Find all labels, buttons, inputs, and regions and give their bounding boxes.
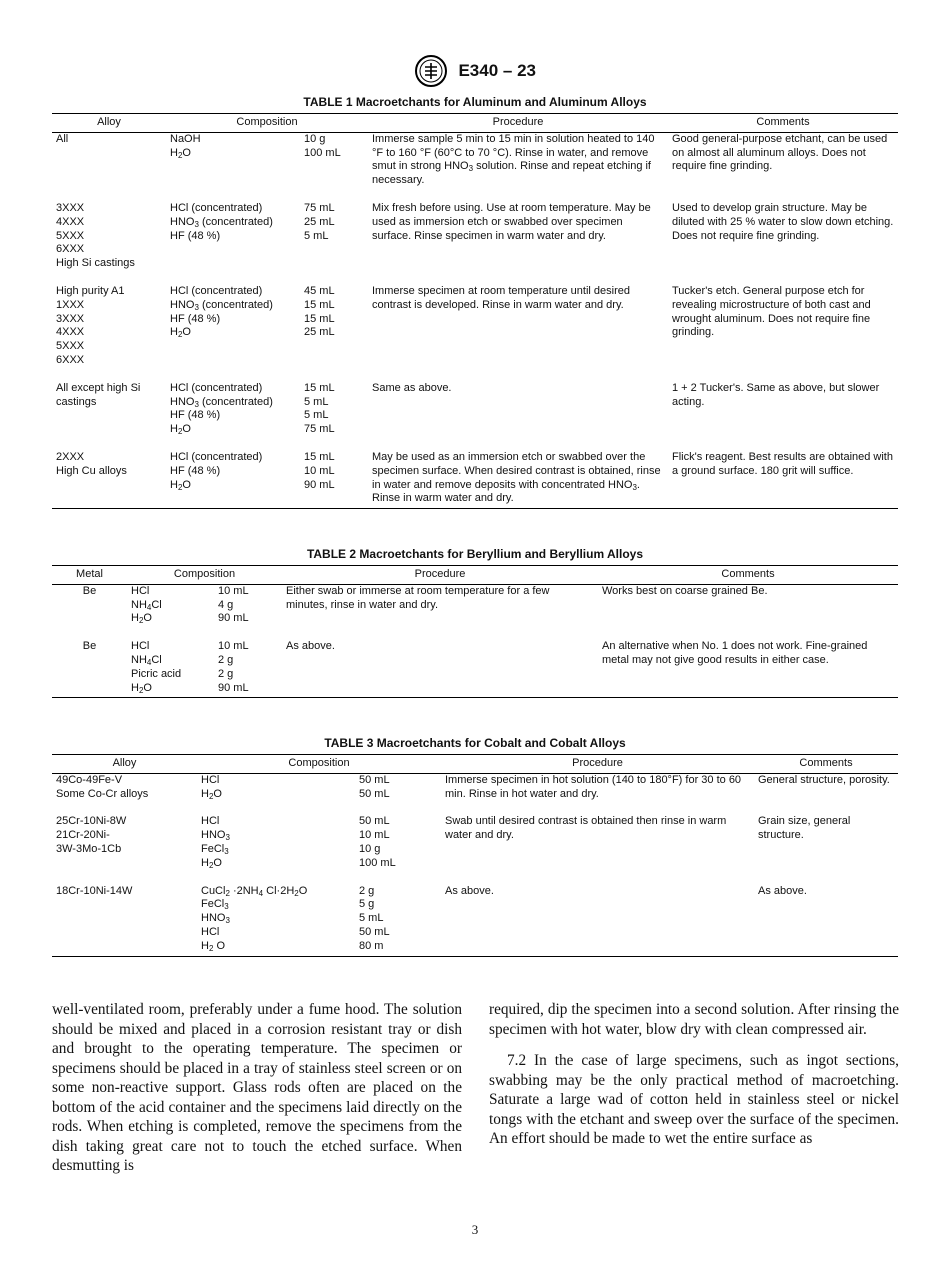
cell-amount: 45 mL 15 mL 15 mL 25 mL	[304, 284, 335, 339]
cell-alloy: 18Cr-10Ni-14W	[56, 884, 133, 897]
page-header	[0, 54, 950, 88]
cell-metal: Be	[82, 640, 97, 653]
standard-code: E340 – 23	[458, 61, 536, 80]
cell-composition: HCl (concentrated) $HNO_3$ (concentrated) HF (48 %)	[170, 201, 273, 242]
cell-metal: Be	[82, 584, 97, 597]
cell-comments: 1 + 2 Tucker's. Same as above, but slower acting.	[672, 381, 880, 408]
cell-composition: HCl (concentrated) HF (48 %) $H_2O$	[170, 450, 263, 492]
cell-comments: Good general-purpose etchant, can be used on almost all aluminum alloys. Does not require fine grinding.	[672, 132, 888, 173]
cell-alloy: All except high Si castings	[56, 381, 141, 408]
table1-caption: TABLE 1 Macroetchants for Aluminum and Aluminum Alloys	[303, 95, 647, 109]
cell-alloy: High purity A1 1XXX 3XXX 4XXX 5XXX 6XXX	[56, 284, 125, 366]
cell-procedure: As above.	[286, 640, 335, 653]
body-right-column	[489, 1000, 899, 1161]
astm-logo-icon	[414, 54, 448, 88]
cell-procedure: Mix fresh before using. Use at room temperature. May be used as immersion etch or swabbed over specimen surface. Rinse specimen in warm water and dry.	[372, 201, 651, 242]
cell-amount: 2 g 5 g 5 mL 50 mL 80 m	[359, 884, 390, 952]
cell-procedure: Either swab or immerse at room temperature for a few minutes, rinse in water and dry.	[286, 584, 550, 611]
cell-amount: 10 mL 4 g 90 mL	[218, 584, 249, 625]
table1	[52, 113, 898, 509]
cell-composition: HCl $H_2O$	[201, 773, 222, 801]
cell-amount: 10 g 100 mL	[304, 132, 341, 159]
table-row	[52, 202, 898, 285]
page-number: 3	[471, 1222, 479, 1237]
table-row	[52, 132, 898, 202]
cell-amount: 75 mL 25 mL 5 mL	[304, 201, 335, 242]
cell-procedure: Immerse specimen in hot solution (140 to 180°F) for 30 to 60 min. Rinse in hot water and dry.	[445, 773, 742, 800]
cell-amount: 15 mL 10 mL 90 mL	[304, 450, 335, 491]
table-row	[52, 451, 898, 509]
cell-alloy: 25Cr-10Ni-8W 21Cr-20Ni- 3W-3Mo-1Cb	[56, 815, 127, 855]
body-paragraph: required, dip the specimen into a second solution. After rinsing the specimen with hot water, blow dry with clean compressed air.	[489, 1001, 899, 1038]
table3-header-composition: Composition	[197, 755, 441, 774]
cell-procedure: Swab until desired contrast is obtained then rinse in warm water and dry.	[445, 815, 727, 842]
cell-composition: NaOH $H_2O$	[170, 132, 201, 160]
cell-composition: HCl (concentrated) $HNO_3$ (concentrated) HF (48 %) $H_2O$	[170, 284, 273, 340]
cell-comments: Tucker's etch. General purpose etch for revealing microstructure of both cast and wrought aluminum. Does not require fine grinding.	[672, 284, 871, 339]
cell-composition: CuCl$_2$ $\cdot 2NH_4$ $Cl\cdot 2H_2O$ FeCl$_3$ $HNO_3$ HCl $H_2$ O	[201, 884, 308, 953]
table3-header-alloy: Alloy	[52, 755, 197, 774]
table1-header-procedure: Procedure	[368, 114, 668, 133]
cell-procedure: Immerse sample 5 min to 15 min in solution heated to 140 °F to 160 °F (60°C to 70 °C). Rinse in water, and remove smut in strong $HNO_3$ solution. Rinse and repeat etching if necessary.	[372, 132, 655, 187]
table-row	[52, 773, 898, 815]
table2-header-metal: Metal	[52, 566, 127, 585]
cell-amount: 15 mL 5 mL 5 mL 75 mL	[304, 381, 335, 436]
cell-comments: As above.	[758, 884, 807, 897]
cell-comments: Grain size, general structure.	[758, 815, 851, 842]
cell-comments: Works best on coarse grained Be.	[602, 584, 768, 597]
table3-caption: TABLE 3 Macroetchants for Cobalt and Cobalt Alloys	[324, 736, 626, 750]
table3	[52, 754, 898, 957]
cell-alloy: 2XXX High Cu alloys	[56, 450, 127, 477]
cell-composition: HCl $NH_4Cl$ Picric acid $H_2O$	[131, 640, 182, 695]
table-row	[52, 815, 898, 884]
cell-procedure: Same as above.	[372, 381, 452, 394]
table-row	[52, 382, 898, 451]
section-7-2-paragraph: 7.2 In the case of large specimens, such as ingot sections, swabbing may be the only practical method of macroetching. Saturate a large wad of cotton held in stainless steel or nickel tongs with the etchant and sweep over the surface of the specimen. An effort should be made to wet the entire surface as	[489, 1052, 899, 1147]
cell-comments: General structure, porosity.	[758, 773, 890, 786]
table2-caption: TABLE 2 Macroetchants for Beryllium and Beryllium Alloys	[306, 547, 644, 561]
table1-header-comments: Comments	[668, 114, 898, 133]
cell-comments: An alternative when No. 1 does not work. Fine-grained metal may not give good results in either case.	[602, 640, 868, 666]
body-left-column	[52, 1000, 462, 1188]
table2-header-comments: Comments	[598, 566, 898, 585]
cell-comments: Used to develop grain structure. May be diluted with 25 % water to slow down etching. Does not require fine grinding.	[672, 201, 894, 242]
cell-composition: HCl (concentrated) $HNO_3$ (concentrated) HF (48 %) $H_2O$	[170, 381, 273, 437]
table1-header-alloy: Alloy	[52, 114, 166, 133]
cell-procedure: May be used as an immersion etch or swabbed over the specimen surface. When desired contrast is obtained, rinse in water and remove deposits with concentrated $HNO_3$. Rinse in warm water and dry.	[372, 450, 661, 505]
table-row	[52, 285, 898, 382]
table-row	[52, 885, 898, 956]
cell-procedure: Immerse specimen at room temperature until desired contrast is developed. Rinse in warm water and dry.	[372, 284, 630, 311]
cell-comments: Flick's reagent. Best results are obtained with a ground surface. 180 grit will suffice.	[672, 450, 893, 477]
table-row	[52, 640, 898, 698]
cell-amount: 50 mL 50 mL	[359, 773, 390, 800]
table1-header-composition: Composition	[166, 114, 368, 133]
cell-procedure: As above.	[445, 884, 494, 897]
cell-composition: HCl $HNO_3$ FeCl$_3$ $H_2O$	[201, 815, 230, 870]
table2-header-procedure: Procedure	[282, 566, 598, 585]
table-row	[52, 584, 898, 640]
body-paragraph: well-ventilated room, preferably under a fume hood. The solution should be mixed and placed in a corrosion resistant tray or dish and brought to the operating temperature. The specimen or specimens should be placed in a tray of stainless steel screen or on some non-reactive support. Glass rods often are placed on the bottom of the acid container and the specimens laid directly on the rods. When etching is completed, remove the specimens from the dish taking great care not to touch the etched surface. When desmutting is	[52, 1001, 462, 1174]
cell-alloy: 49Co-49Fe-V Some Co-Cr alloys	[56, 773, 149, 800]
table2	[52, 565, 898, 698]
table3-header-procedure: Procedure	[441, 755, 754, 774]
table3-header-comments: Comments	[754, 755, 898, 774]
cell-amount: 50 mL 10 mL 10 g 100 mL	[359, 815, 396, 869]
cell-amount: 10 mL 2 g 2 g 90 mL	[218, 640, 249, 694]
cell-alloy: 3XXX 4XXX 5XXX 6XXX High Si castings	[56, 201, 135, 270]
cell-alloy: All	[56, 132, 69, 145]
cell-composition: HCl $NH_4Cl$ $H_2O$	[131, 584, 162, 626]
table2-header-composition: Composition	[127, 566, 282, 585]
